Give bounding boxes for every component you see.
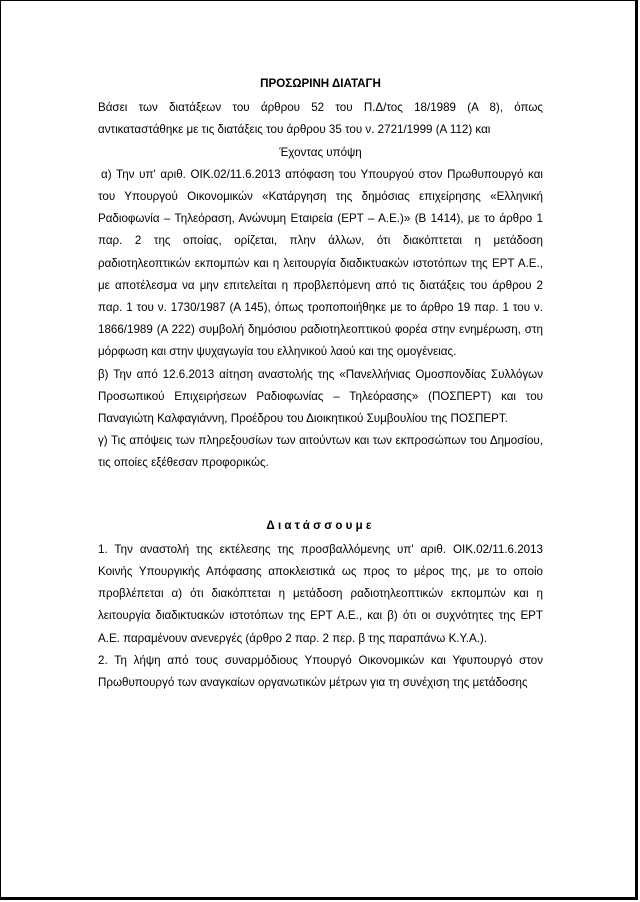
order-1-paragraph: 1. Την αναστολή της εκτέλεσης της προσβαλλόμενης υπ' αριθ. ΟΙΚ.02/11.6.2013 Κοινής Υπουργικής Απόφασης αποκλειστικά ως προς το μέρος της, με το οποίο προβλέπεται α) ότι διακόπτεται η μετάδοση ραδιοτηλεοπτικών εκπομπών και η λειτουργία διαδικτυακών ιστοτόπων της ΕΡΤ Α.Ε., και β) ότι οι συχνότητες της ΕΡΤ Α.Ε. παραμένουν ανενεργές (άρθρο 2 παρ. 2 περ. β της παραπάνω Κ.Υ.Α.). <box>98 542 543 645</box>
document-title: ΠΡΟΣΩΡΙΝΗ ΔΙΑΤΑΓΗ <box>260 77 381 90</box>
legal-basis-paragraph: Βάσει των διατάξεων του άρθρου 52 του Π.Δ/τος 18/1989 (Α 8), όπως αντικαταστάθηκε με τις διατάξεις του άρθρου 35 του ν. 2721/1999 (Α 112) και <box>98 101 543 137</box>
order-2-paragraph: 2. Τη λήψη από τους συναρμόδιους Υπουργό Οικονομικών και Υφυπουργό στον Πρωθυπουργό των αναγκαίων οργανωτικών μέτρων για τη συνέχιση της μετάδοσης <box>98 653 543 690</box>
document-body <box>98 73 543 694</box>
order-heading: Διατάσσουμε <box>266 518 375 532</box>
considering-line: Έχοντας υπόψη <box>279 145 362 159</box>
item-a-paragraph: α) Την υπ' αριθ. ΟΙΚ.02/11.6.2013 απόφαση του Υπουργού στον Πρωθυπουργό και του Υπουργού Οικονομικών «Κατάργηση της δημόσιας επιχείρησης «Ελληνική Ραδιοφωνία – Τηλεόραση, Ανώνυμη Εταιρεία (ΕΡΤ – Α.Ε.)» (Β 1414), με το άρθρο 1 παρ. 2 της οποίας, ορίζεται, πλην άλλων, ότι διακόπτεται η μετάδοση ραδιοτηλεοπτικών εκπομπών και η λειτουργία διαδικτυακών ιστοτόπων της ΕΡΤ Α.Ε., με αποτέλεσμα να μην επιτελείται η προβλεπόμενη από τις διατάξεις του άρθρου 2 παρ. 1 του ν. 1730/1987 (Α 145), όπως τροποποιήθηκε με το άρθρο 19 παρ. 1 του ν. 1866/1989 (Α 222) συμβολή δημόσιου ραδιοτηλεοπτικού φορέα στην ενημέρωση, στη μόρφωση και στην ψυχαγωγία του ελληνικού λαού και της ομογένειας. <box>98 167 543 359</box>
item-c-paragraph: γ) Τις απόψεις των πληρεξουσίων των αιτούντων και των εκπροσώπων του Δημοσίου, τις οποίες εξέθεσαν προφορικώς. <box>98 434 543 470</box>
item-b-paragraph: β) Την από 12.6.2013 αίτηση αναστολής της «Πανελλήνιας Ομοσπονδίας Συλλόγων Προσωπικού Επιχειρήσεων Ραδιοφωνίας – Τηλεόρασης» (ΠΟΣΠΕΡΤ) και του Παναγιώτη Καλφαγιάννη, Προέδρου του Διοικητικού Συμβουλίου της ΠΟΣΠΕΡΤ. <box>98 367 543 426</box>
